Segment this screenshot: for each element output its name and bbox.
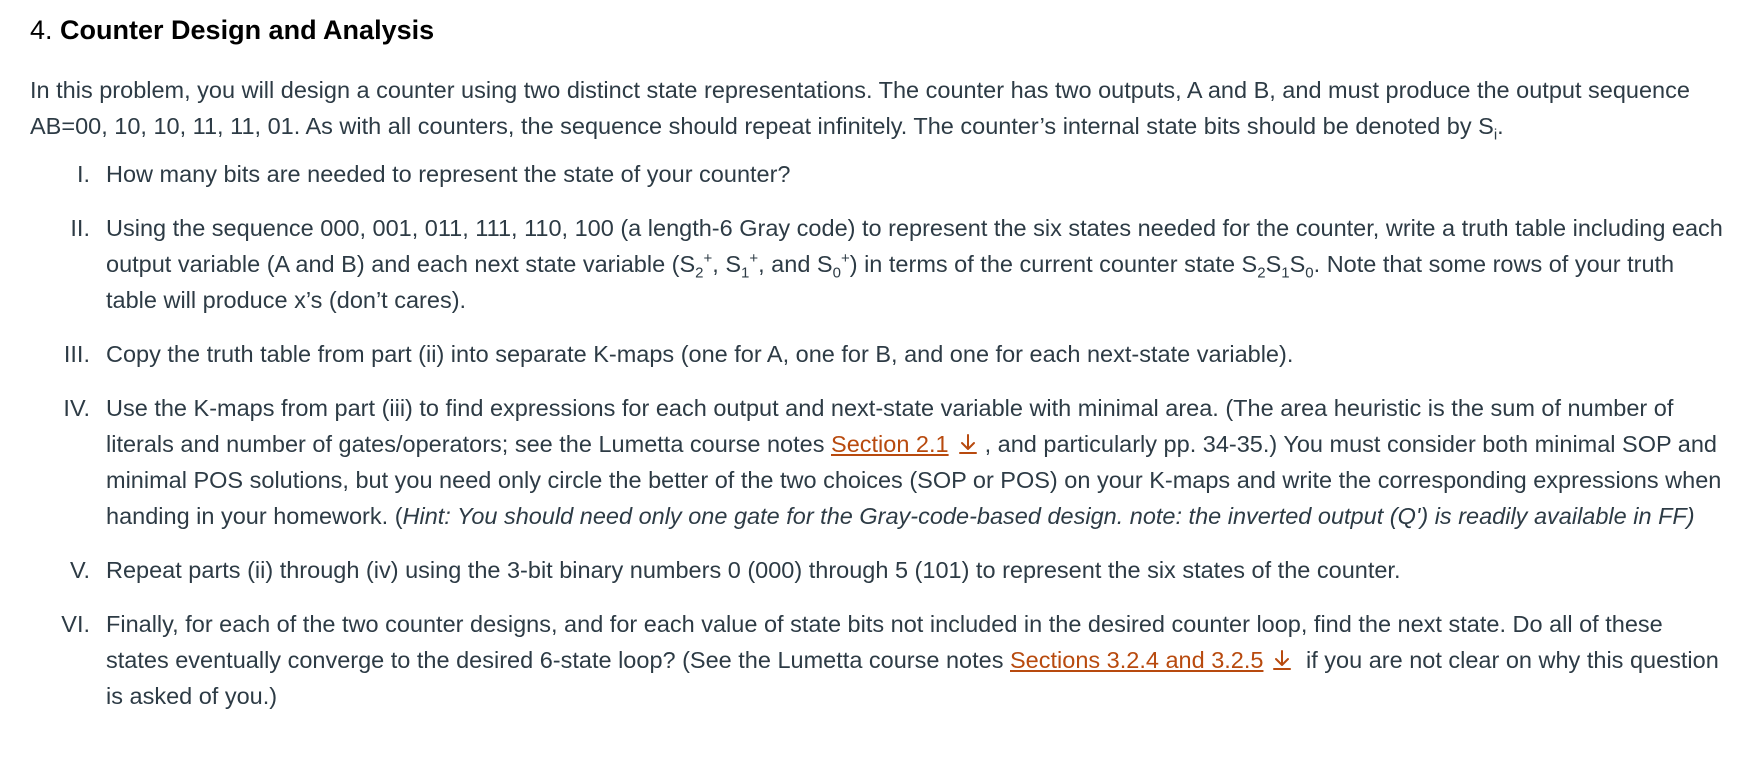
item-marker: III. <box>63 341 90 367</box>
question-item-6 <box>30 606 1730 714</box>
sections-3-2-4-link[interactable]: Sections 3.2.4 and 3.2.5 <box>1010 647 1264 673</box>
item-text: Repeat parts (ii) through (iv) using the 3-bit binary numbers 0 (000) through 5 (101) to represent the six states of the counter. <box>106 557 1401 583</box>
item-text: How many bits are needed to represent the state of your counter? <box>106 161 791 187</box>
item-text: Copy the truth table from part (ii) into separate K-maps (one for A, one for B, and one for each next-state variable). <box>106 341 1294 367</box>
intro-text: In this problem, you will design a counter using two distinct state representations. The counter has two outputs, A and B, and must produce the output sequence AB=00, 10, 10, 11, 11, 01. As with all counters, the sequence should repeat infinitely. The counter’s internal state bits should be denoted by S <box>30 77 1690 139</box>
intro-text-end: . <box>1497 113 1504 139</box>
item-marker: IV. <box>63 395 90 421</box>
question-item-5 <box>30 552 1730 588</box>
question-item-1 <box>30 156 1730 192</box>
question-item-4 <box>30 390 1730 534</box>
item-marker: II. <box>70 215 90 241</box>
section-2-1-link[interactable]: Section 2.1 <box>831 431 949 457</box>
intro-paragraph <box>30 72 1730 144</box>
section-heading <box>30 8 1730 52</box>
item-text: Use the K-maps from part (iii) to find expressions for each output and next-state variable with minimal area. (The area heuristic is the sum of number of literals and number of gates/operators; see the Lumetta course notes Section 2.1 , and particularly pp. 34-35.) You must consider both minimal SOP and minimal POS solutions, but you need only circle the better of the two choices (SOP or POS) on your K-maps and write the corresponding expressions when handing in your homework. (Hint: You should need only one gate for the Gray-code-based design. note: the inverted output (Q') is readily available in FF) <box>106 395 1722 529</box>
item-text: Finally, for each of the two counter designs, and for each value of state bits not included in the desired counter loop, find the next state. Do all of these states eventually converge to the desired 6-state loop? (See the Lumetta course notes Sections 3.2.4 and 3.2.5 if you are not clear on why this question is asked of you.) <box>106 611 1719 709</box>
hint-text: Hint: You should need only one gate for the Gray-code-based design. note: the inverted output (Q') is readily available in FF) <box>402 503 1695 529</box>
heading-number: 4. <box>30 15 53 45</box>
item-marker: VI. <box>61 611 90 637</box>
item-text: Using the sequence 000, 001, 011, 111, 110, 100 (a length-6 Gray code) to represent the six states needed for the counter, write a truth table including each output variable (A and B) and each next state variable ($S_2^+$, $S_1^+$, and $S_0^+$) in terms of the current counter state $S_2S_1S_0$. Note that some rows of your truth table will produce x’s (don’t cares). <box>106 215 1723 313</box>
download-arrow-icon[interactable] <box>957 430 979 454</box>
download-arrow-icon[interactable] <box>1271 646 1293 670</box>
question-list <box>30 156 1730 714</box>
heading-title: Counter Design and Analysis <box>60 15 435 45</box>
intro-sub: i <box>1493 126 1498 144</box>
item-marker: I. <box>76 161 90 187</box>
question-item-2 <box>30 210 1730 318</box>
item-marker: V. <box>69 557 90 583</box>
question-item-3 <box>30 336 1730 372</box>
